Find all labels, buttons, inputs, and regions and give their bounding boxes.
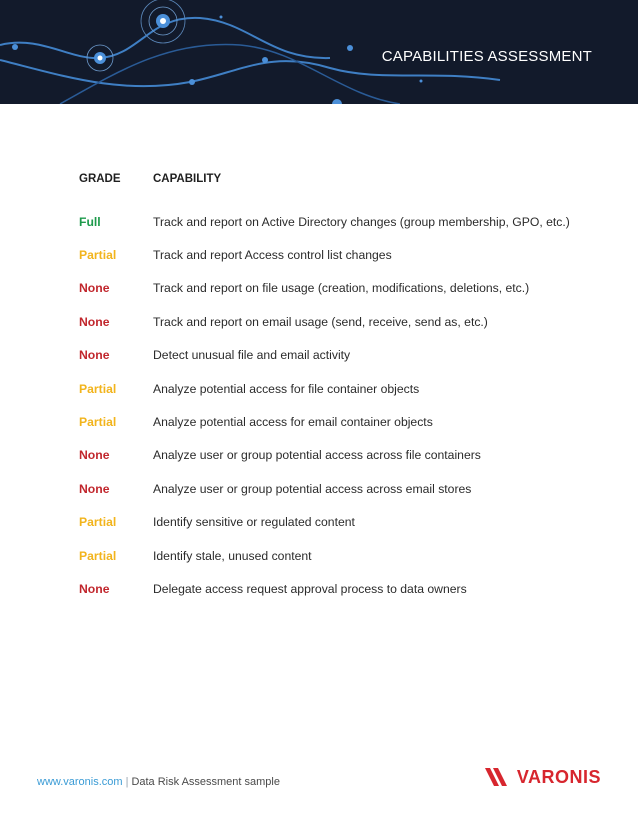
- capability-cell: Delegate access request approval process to data owners: [153, 581, 467, 596]
- capabilities-table: [79, 172, 599, 606]
- page-title: CAPABILITIES ASSESSMENT: [381, 48, 592, 65]
- grade-cell: None: [79, 281, 110, 296]
- table-header-row: [79, 172, 599, 186]
- footer-separator: |: [125, 776, 129, 788]
- table-body: [79, 205, 599, 606]
- capability-cell: Analyze user or group potential access across file containers: [153, 448, 481, 463]
- grade-cell: Partial: [79, 248, 117, 263]
- table-row: [79, 572, 599, 605]
- grade-cell: None: [79, 348, 110, 363]
- capability-cell: Analyze user or group potential access across email stores: [153, 481, 472, 496]
- table-row: [79, 472, 599, 505]
- grade-cell: Partial: [79, 515, 117, 530]
- capability-cell: Analyze potential access for email container objects: [153, 415, 433, 430]
- capability-cell: Track and report Access control list changes: [153, 248, 392, 263]
- capability-column-header: CAPABILITY: [153, 173, 222, 185]
- capability-cell: Track and report on file usage (creation, modifications, deletions, etc.): [153, 281, 530, 296]
- varonis-mark-icon: [485, 766, 515, 788]
- grade-cell: Partial: [79, 548, 117, 563]
- capability-cell: Analyze potential access for file container objects: [153, 381, 420, 396]
- table-row: [79, 238, 599, 271]
- table-row: [79, 305, 599, 338]
- footer: [37, 776, 280, 788]
- grade-column-header: GRADE: [79, 173, 121, 185]
- grade-cell: None: [79, 314, 110, 329]
- logo-wordmark: VARONIS: [516, 766, 601, 787]
- grade-cell: Partial: [79, 381, 117, 396]
- table-row: [79, 439, 599, 472]
- footer-text: Data Risk Assessment sample: [131, 776, 280, 788]
- grade-cell: None: [79, 481, 110, 496]
- grade-cell: None: [79, 581, 110, 596]
- footer-url-link[interactable]: www.varonis.com: [37, 776, 123, 788]
- table-row: [79, 339, 599, 372]
- capability-cell: Track and report on Active Directory changes (group membership, GPO, etc.): [153, 214, 570, 229]
- capability-cell: Detect unusual file and email activity: [153, 348, 351, 363]
- page-header: [0, 0, 638, 104]
- capability-cell: Identify stale, unused content: [153, 548, 312, 563]
- table-row: [79, 539, 599, 572]
- table-row: [79, 405, 599, 438]
- table-row: [79, 506, 599, 539]
- table-row: [79, 272, 599, 305]
- capability-cell: Identify sensitive or regulated content: [153, 515, 355, 530]
- grade-cell: Full: [79, 214, 101, 229]
- varonis-logo: [485, 766, 601, 788]
- grade-cell: None: [79, 448, 110, 463]
- capability-cell: Track and report on email usage (send, receive, send as, etc.): [153, 314, 488, 329]
- grade-cell: Partial: [79, 415, 117, 430]
- table-row: [79, 372, 599, 405]
- table-row: [79, 205, 599, 238]
